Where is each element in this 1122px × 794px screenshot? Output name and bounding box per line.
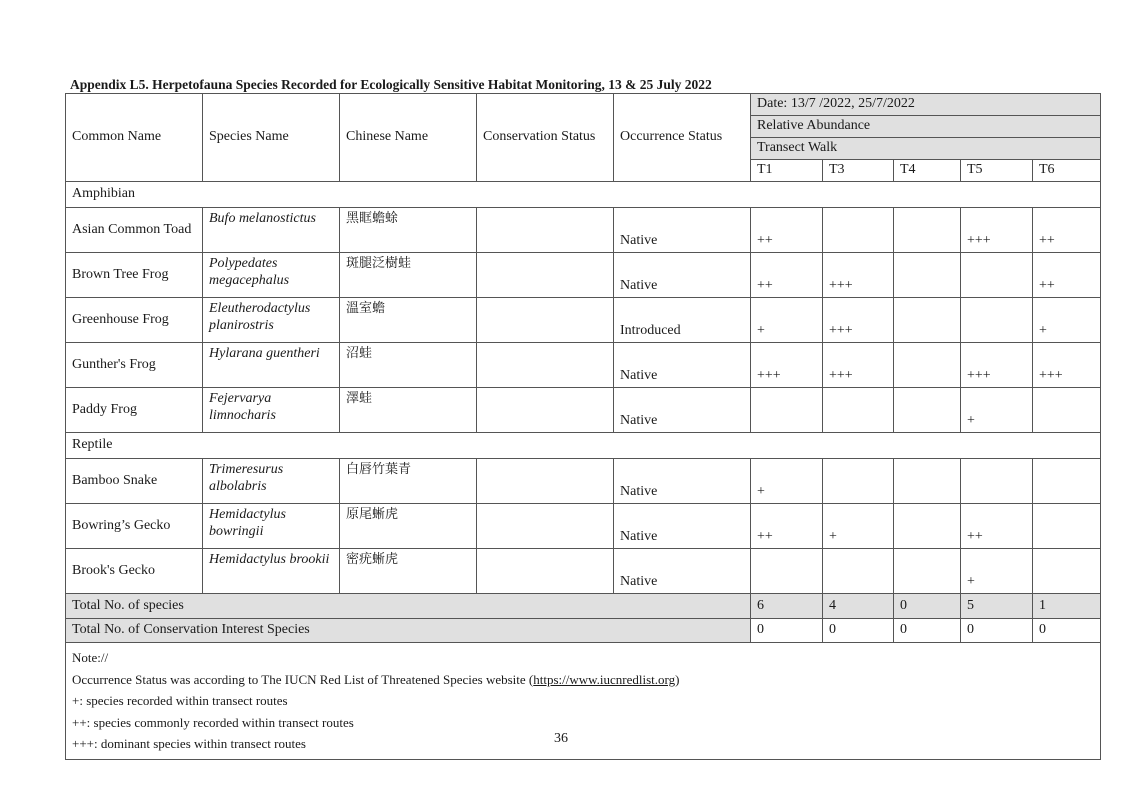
header-relative-abundance: Relative Abundance xyxy=(751,116,1101,138)
abundance-t3-cell: +++ xyxy=(823,298,894,343)
chinese-name-cell: 沼蛙 xyxy=(340,343,477,388)
header-date: Date: 13/7 /2022, 25/7/2022 xyxy=(751,94,1101,116)
conservation-status-cell xyxy=(477,253,614,298)
abundance-t6-cell xyxy=(1033,459,1101,504)
chinese-name-cell: 原尾蜥虎 xyxy=(340,504,477,549)
species-name-cell: Hemidactylus brookii xyxy=(203,549,340,594)
notes-line-double-plus: ++: species commonly recorded within transect routes xyxy=(72,714,354,730)
common-name-cell: Asian Common Toad xyxy=(66,208,203,253)
notes-iucn-prefix: Occurrence Status was according to The IUCN Red List of Threatened Species website ( xyxy=(72,671,534,687)
total-conservation-label: Total No. of Conservation Interest Species xyxy=(66,619,751,643)
section-row-reptile xyxy=(66,433,1101,459)
occurrence-status-cell: Native xyxy=(614,388,751,433)
page-number: 36 xyxy=(554,731,568,746)
table-caption: Appendix L5. Herpetofauna Species Recorded for Ecologically Sensitive Habitat Monitoring, 13 & 25 July 2022 xyxy=(70,77,712,92)
table-row xyxy=(66,343,1101,388)
abundance-t3-cell xyxy=(823,549,894,594)
header-t5: T5 xyxy=(961,160,1033,182)
species-name-cell: Bufo melanostictus xyxy=(203,208,340,253)
species-table xyxy=(65,93,1101,760)
abundance-t5-cell: +++ xyxy=(961,343,1033,388)
abundance-t6-cell: +++ xyxy=(1033,343,1101,388)
abundance-t5-cell xyxy=(961,459,1033,504)
abundance-t3-cell xyxy=(823,388,894,433)
chinese-name-cell: 斑腿泛樹蛙 xyxy=(340,253,477,298)
occurrence-status-cell: Native xyxy=(614,208,751,253)
abundance-t1-cell xyxy=(751,549,823,594)
notes-iucn-suffix: ) xyxy=(675,671,680,687)
abundance-t4-cell xyxy=(894,388,961,433)
common-name-cell: Bowring’s Gecko xyxy=(66,504,203,549)
section-row-amphibian xyxy=(66,182,1101,208)
header-transect-walk: Transect Walk xyxy=(751,138,1101,160)
species-name-cell: Polypedates megacephalus xyxy=(203,253,340,298)
abundance-t1-cell: +++ xyxy=(751,343,823,388)
common-name-cell: Bamboo Snake xyxy=(66,459,203,504)
header-row xyxy=(66,94,1101,116)
total-species-t5: 5 xyxy=(961,594,1033,619)
notes-line-iucn xyxy=(72,669,1094,691)
section-reptile: Reptile xyxy=(66,433,1101,459)
header-common-name: Common Name xyxy=(66,94,203,182)
total-species-row xyxy=(66,594,1101,619)
total-species-label: Total No. of species xyxy=(66,594,751,619)
total-conservation-t3: 0 xyxy=(823,619,894,643)
abundance-t5-cell: + xyxy=(961,388,1033,433)
section-amphibian: Amphibian xyxy=(66,182,1101,208)
abundance-t6-cell: + xyxy=(1033,298,1101,343)
table-row xyxy=(66,549,1101,594)
abundance-t6-cell: ++ xyxy=(1033,208,1101,253)
iucn-link[interactable]: https://www.iucnredlist.org xyxy=(533,671,676,687)
common-name-cell: Brook's Gecko xyxy=(66,549,203,594)
total-conservation-t4: 0 xyxy=(894,619,961,643)
abundance-t4-cell xyxy=(894,459,961,504)
table-row xyxy=(66,388,1101,433)
abundance-t4-cell xyxy=(894,253,961,298)
abundance-t6-cell: ++ xyxy=(1033,253,1101,298)
abundance-t5-cell: +++ xyxy=(961,208,1033,253)
abundance-t3-cell: +++ xyxy=(823,253,894,298)
occurrence-status-cell: Native xyxy=(614,343,751,388)
species-name-cell: Hemidactylus bowringii xyxy=(203,504,340,549)
header-t3: T3 xyxy=(823,160,894,182)
notes-line-plus: +: species recorded within transect routes xyxy=(72,693,288,708)
occurrence-status-cell: Native xyxy=(614,253,751,298)
header-t1: T1 xyxy=(751,160,823,182)
total-species-t6: 1 xyxy=(1033,594,1101,619)
table-row xyxy=(66,208,1101,253)
species-name-cell: Trimeresurus albolabris xyxy=(203,459,340,504)
header-chinese-name: Chinese Name xyxy=(340,94,477,182)
abundance-t1-cell: ++ xyxy=(751,208,823,253)
total-conservation-row xyxy=(66,619,1101,643)
header-t4: T4 xyxy=(894,160,961,182)
abundance-t4-cell xyxy=(894,504,961,549)
table-row xyxy=(66,253,1101,298)
abundance-t5-cell xyxy=(961,298,1033,343)
chinese-name-cell: 密疣蜥虎 xyxy=(340,549,477,594)
conservation-status-cell xyxy=(477,504,614,549)
conservation-status-cell xyxy=(477,549,614,594)
notes-title: Note:// xyxy=(72,650,109,665)
abundance-t1-cell xyxy=(751,388,823,433)
abundance-t4-cell xyxy=(894,549,961,594)
abundance-t4-cell xyxy=(894,343,961,388)
conservation-status-cell xyxy=(477,388,614,433)
common-name-cell: Gunther's Frog xyxy=(66,343,203,388)
abundance-t3-cell: +++ xyxy=(823,343,894,388)
conservation-status-cell xyxy=(477,459,614,504)
species-name-cell: Hylarana guentheri xyxy=(203,343,340,388)
abundance-t5-cell: ++ xyxy=(961,504,1033,549)
common-name-cell: Greenhouse Frog xyxy=(66,298,203,343)
species-name-cell: Fejervarya limnocharis xyxy=(203,388,340,433)
table-row xyxy=(66,459,1101,504)
total-conservation-t6: 0 xyxy=(1033,619,1101,643)
abundance-t4-cell xyxy=(894,208,961,253)
abundance-t1-cell: + xyxy=(751,298,823,343)
abundance-t6-cell xyxy=(1033,504,1101,549)
abundance-t3-cell: + xyxy=(823,504,894,549)
conservation-status-cell xyxy=(477,343,614,388)
header-occurrence-status: Occurrence Status xyxy=(614,94,751,182)
abundance-t3-cell xyxy=(823,459,894,504)
notes-line-triple-plus: +++: dominant species within transect routes xyxy=(72,736,306,751)
total-conservation-t5: 0 xyxy=(961,619,1033,643)
total-species-t3: 4 xyxy=(823,594,894,619)
conservation-status-cell xyxy=(477,298,614,343)
abundance-t1-cell: + xyxy=(751,459,823,504)
chinese-name-cell: 黑眶蟾蜍 xyxy=(340,208,477,253)
total-species-t1: 6 xyxy=(751,594,823,619)
abundance-t6-cell xyxy=(1033,388,1101,433)
occurrence-status-cell: Native xyxy=(614,549,751,594)
header-conservation-status: Conservation Status xyxy=(477,94,614,182)
occurrence-status-cell: Native xyxy=(614,504,751,549)
abundance-t4-cell xyxy=(894,298,961,343)
abundance-t1-cell: ++ xyxy=(751,253,823,298)
table-row xyxy=(66,298,1101,343)
table-row xyxy=(66,504,1101,549)
chinese-name-cell: 澤蛙 xyxy=(340,388,477,433)
conservation-status-cell xyxy=(477,208,614,253)
chinese-name-cell: 溫室蟾 xyxy=(340,298,477,343)
common-name-cell: Paddy Frog xyxy=(66,388,203,433)
abundance-t5-cell: + xyxy=(961,549,1033,594)
species-name-cell: Eleutherodactylus planirostris xyxy=(203,298,340,343)
total-species-t4: 0 xyxy=(894,594,961,619)
chinese-name-cell: 白唇竹葉青 xyxy=(340,459,477,504)
abundance-t3-cell xyxy=(823,208,894,253)
total-conservation-t1: 0 xyxy=(751,619,823,643)
occurrence-status-cell: Introduced xyxy=(614,298,751,343)
header-species-name: Species Name xyxy=(203,94,340,182)
occurrence-status-cell: Native xyxy=(614,459,751,504)
abundance-t5-cell xyxy=(961,253,1033,298)
header-t6: T6 xyxy=(1033,160,1101,182)
abundance-t6-cell xyxy=(1033,549,1101,594)
abundance-t1-cell: ++ xyxy=(751,504,823,549)
common-name-cell: Brown Tree Frog xyxy=(66,253,203,298)
